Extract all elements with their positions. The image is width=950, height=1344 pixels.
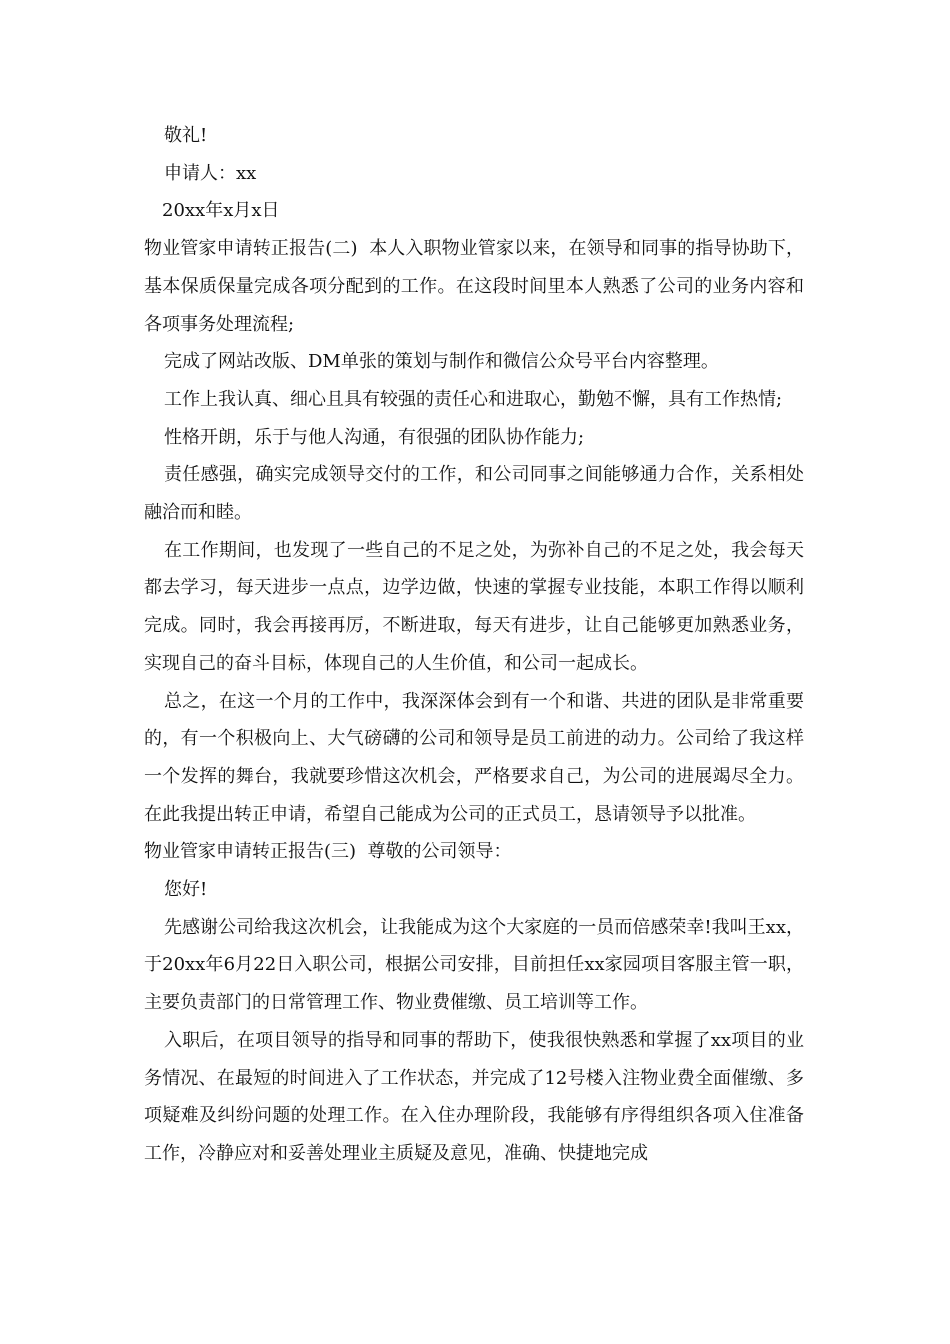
body-paragraph: 性格开朗，乐于与他人沟通，有很强的团队协作能力; xyxy=(164,426,585,448)
body-paragraph: 完成了网站改版、DM单张的策划与制作和微信公众号平台内容整理。 xyxy=(164,351,719,373)
report-three-heading-paragraph: 物业管家申请转正报告(三) 尊敬的公司领导： xyxy=(144,841,512,863)
report-two-heading-paragraph: 物业管家申请转正报告(二) 本人入职物业管家以来，在领导和同事的指导协助下，基本保质保量完成各项分配到的工作。在这段时间里本人熟悉了公司的业务内容和各项事务处理流程; xyxy=(144,238,804,335)
body-paragraph: 先感谢公司给我这次机会，让我能成为这个大家庭的一员而倍感荣幸!我叫王xx，于20xx年6月22日入职公司，根据公司安排，目前担任xx家园项目客服主管一职，主要负责部门的日常管理工作、物业费催缴、员工培训等工作。 xyxy=(144,916,804,1014)
document-body xyxy=(144,117,804,1173)
body-paragraph: 入职后，在项目领导的指导和同事的帮助下，使我很快熟悉和掌握了xx项目的业务情况、在最短的时间进入了工作状态，并完成了12号楼入注物业费全面催缴、多项疑难及纠纷问题的处理工作。在入住办理阶段，我能够有序得组织各项入住准备工作，冷静应对和妥善处理业主质疑及意见，准确、快捷地完成 xyxy=(144,1029,804,1164)
applicant-line: 申请人：xx xyxy=(164,162,257,184)
body-paragraph: 责任感强，确实完成领导交付的工作，和公司同事之间能够通力合作，关系相处融洽而和睦。 xyxy=(144,464,804,524)
date-line: 20xx年x月x日 xyxy=(162,200,280,222)
body-paragraph: 工作上我认真、细心且具有较强的责任心和进取心，勤勉不懈，具有工作热情; xyxy=(164,388,783,410)
body-paragraph: 总之，在这一个月的工作中，我深深体会到有一个和谐、共进的团队是非常重要的，有一个积极向上、大气磅礴的公司和领导是员工前进的动力。公司给了我这样一个发挥的舞台，我就要珍惜这次机会，严格要求自己，为公司的进展竭尽全力。在此我提出转正申请，希望自己能成为公司的正式员工，恳请领导予以批准。 xyxy=(144,690,804,825)
greeting-line: 您好! xyxy=(164,879,208,901)
closing-salutation: 敬礼! xyxy=(164,125,208,146)
body-paragraph: 在工作期间，也发现了一些自己的不足之处，为弥补自己的不足之处，我会每天都去学习，每天进步一点点，边学边做，快速的掌握专业技能，本职工作得以顺利完成。同时，我会再接再厉，不断进取，每天有进步，让自己能够更加熟悉业务，实现自己的奋斗目标，体现自己的人生价值，和公司一起成长。 xyxy=(144,539,804,674)
